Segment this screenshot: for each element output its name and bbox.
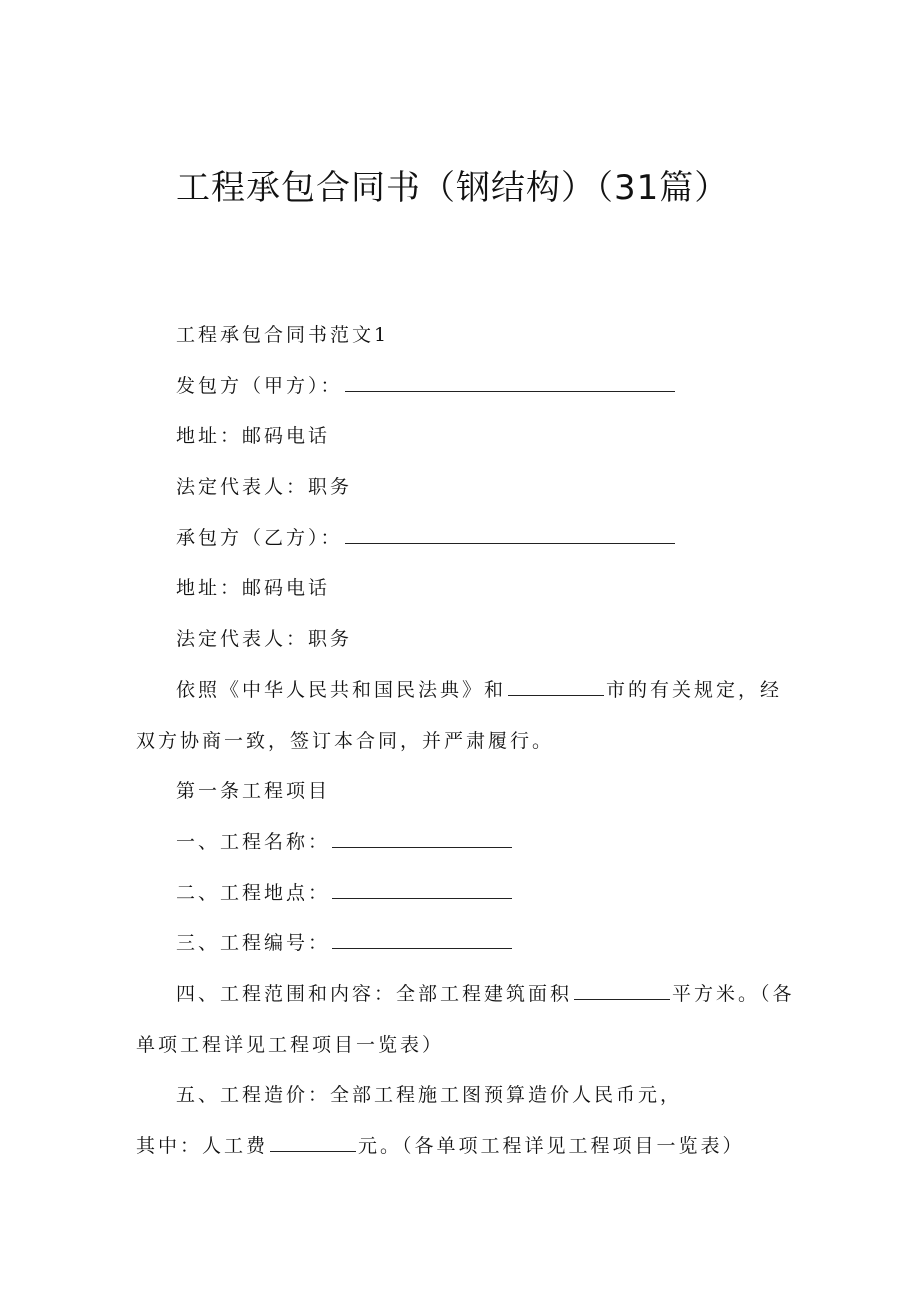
labor-cost-text: 元。（各单项工程详见工程项目一览表） (358, 1135, 745, 1157)
project-number-blank[interactable] (332, 934, 512, 949)
project-scope-line-2: 单项工程详见工程项目一览表） (136, 1034, 445, 1056)
project-scope-line-1 (176, 980, 795, 1008)
basis-text-a: 依照《中华人民共和国民法典》和 (176, 679, 507, 701)
project-scope-text-b: 平方米。（各 (672, 983, 795, 1005)
party-b-label: 承包方（乙方）： (176, 527, 343, 549)
document-title: 工程承包合同书（钢结构）（31篇） (176, 168, 730, 208)
party-a-representative: 法定代表人：职务 (176, 476, 353, 498)
party-a-blank[interactable] (345, 377, 675, 392)
project-location-line (176, 879, 514, 907)
project-cost-line-2 (136, 1132, 745, 1160)
basis-paragraph-line-1 (176, 676, 782, 704)
project-number-line (176, 929, 514, 957)
party-b-representative: 法定代表人：职务 (176, 628, 353, 650)
project-name-label: 一、工程名称： (176, 831, 331, 853)
article-1-heading: 第一条工程项目 (176, 780, 331, 802)
project-scope-text-a: 四、工程范围和内容：全部工程建筑面积 (176, 983, 573, 1005)
project-name-line (176, 828, 514, 856)
project-name-blank[interactable] (332, 833, 512, 848)
party-b-blank[interactable] (345, 529, 675, 544)
basis-text-b: 市的有关规定，经 (606, 679, 783, 701)
labor-cost-label: 其中：人工费 (136, 1135, 269, 1157)
section-heading: 工程承包合同书范文1 (176, 324, 390, 346)
party-b-address: 地址：邮码电话 (176, 577, 331, 599)
party-a-label: 发包方（甲方）： (176, 375, 343, 397)
project-number-label: 三、工程编号： (176, 932, 331, 954)
project-cost-line-1: 五、工程造价：全部工程施工图预算造价人民币元， (176, 1084, 683, 1106)
party-b-line (176, 524, 677, 552)
project-location-label: 二、工程地点： (176, 882, 331, 904)
labor-cost-blank[interactable] (270, 1137, 356, 1152)
city-blank[interactable] (508, 681, 604, 696)
project-location-blank[interactable] (332, 884, 512, 899)
party-a-address: 地址：邮码电话 (176, 425, 331, 447)
area-blank[interactable] (574, 985, 670, 1000)
party-a-line (176, 372, 677, 400)
basis-paragraph-line-2: 双方协商一致，签订本合同，并严肃履行。 (136, 730, 555, 752)
